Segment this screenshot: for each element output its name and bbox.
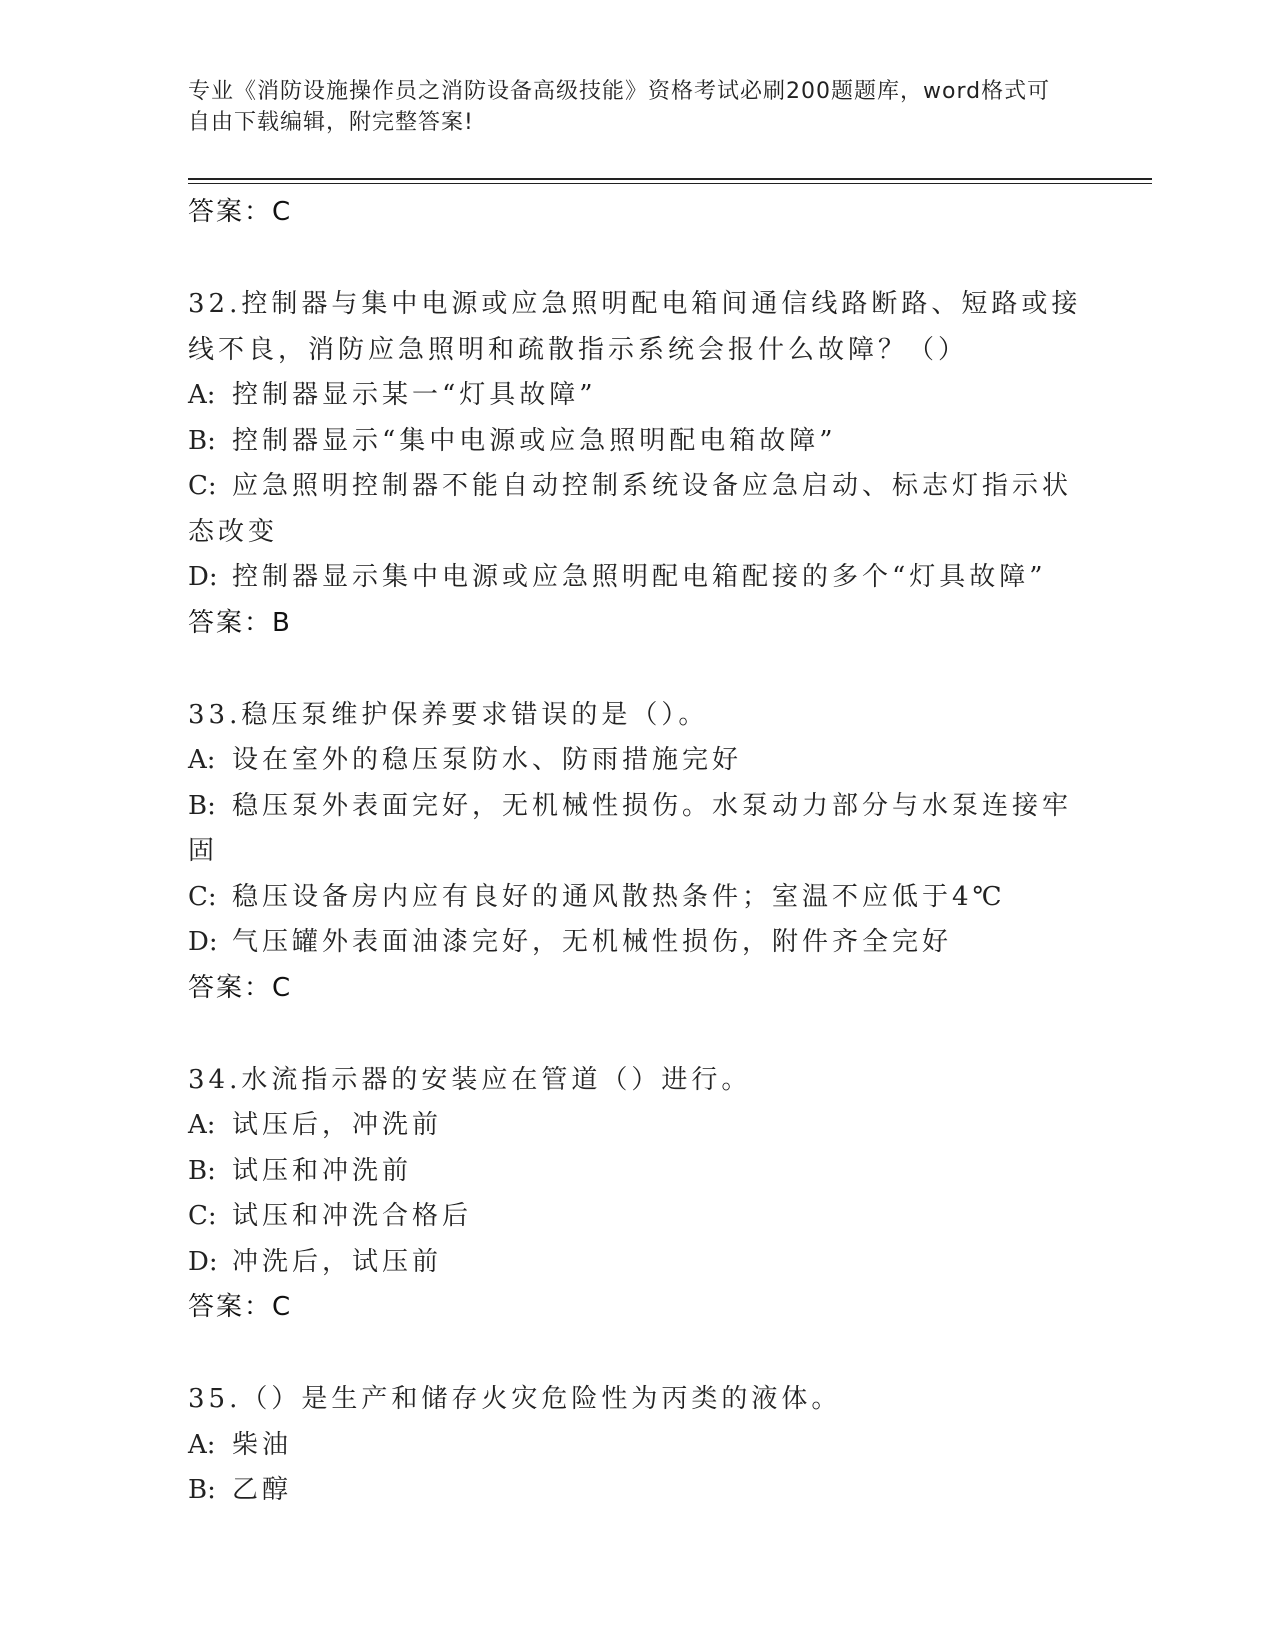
option-a [188,1423,1088,1469]
question-stem: 33.稳压泵维护保养要求错误的是（）。 [188,699,709,730]
option-c [188,875,1088,921]
option-text: 试压后，冲洗前 [232,1110,443,1140]
option-text: 控制器显示“集中电源或应急照明配电箱故障” [232,425,837,456]
question-answer: 答案：C [188,1292,293,1322]
previous-question-answer: 答案：C [188,197,293,227]
option-label: A: [188,1429,216,1460]
option-label: D: [188,562,218,592]
option-text: 稳压泵外表面完好，无机械性损伤。水泵动力部分与水泵连接牢固 [188,790,1073,866]
option-text: 乙醇 [232,1475,293,1505]
option-label: B: [188,1155,216,1186]
option-a [188,1103,1088,1149]
option-a [188,373,1088,419]
option-label: D: [188,927,218,957]
option-label: A: [188,1110,216,1140]
option-b [188,1468,1088,1514]
option-text: 试压和冲洗前 [232,1155,413,1186]
option-b [188,1149,1088,1195]
option-text: 气压罐外表面油漆完好，无机械性损伤，附件齐全完好 [232,927,953,957]
question-stem: 34.水流指示器的安装应在管道（）进行。 [188,1064,752,1095]
question-34 [188,1058,1088,1330]
option-text: 控制器显示某一“灯具故障” [232,380,597,410]
option-c [188,464,1088,555]
option-d [188,1240,1088,1286]
option-label: B: [188,1475,216,1505]
option-text: 设在室外的稳压泵防水、防雨措施完好 [232,745,743,775]
header-divider-thin [188,183,1152,184]
header-divider [188,178,1152,180]
option-c [188,1194,1088,1240]
option-b [188,784,1088,875]
option-label: A: [188,745,216,775]
option-label: C: [188,881,217,912]
document-body [188,190,1088,1514]
question-stem: 32.控制器与集中电源或应急照明配电箱间通信线路断路、短路或接线不良，消防应急照明和疏散指示系统会报什么故障？（） [188,289,1082,365]
option-text: 稳压设备房内应有良好的通风散热条件；室温不应低于4℃ [232,881,1006,912]
option-b [188,419,1088,465]
question-stem: 35.（）是生产和储存火灾危险性为丙类的液体。 [188,1384,842,1414]
question-answer: 答案：C [188,972,293,1003]
option-text: 试压和冲洗合格后 [232,1201,473,1231]
option-d [188,920,1088,966]
option-label: A: [188,380,216,410]
option-label: B: [188,425,216,456]
question-35 [188,1377,1088,1514]
question-33 [188,693,1088,1010]
option-a [188,738,1088,784]
option-label: B: [188,790,216,821]
option-text: 冲洗后，试压前 [232,1246,443,1277]
option-label: D: [188,1246,218,1277]
page-header: 专业《消防设施操作员之消防设备高级技能》资格考试必刷200题题库，word格式可自由下载编辑，附完整答案! [188,79,1051,135]
question-32 [188,282,1088,645]
option-text: 柴油 [232,1429,293,1460]
option-text: 应急照明控制器不能自动控制系统设备应急启动、标志灯指示状态改变 [188,471,1073,547]
option-text: 控制器显示集中电源或应急照明配电箱配接的多个“灯具故障” [232,562,1047,592]
question-answer: 答案：B [188,607,292,638]
option-label: C: [188,471,217,501]
option-d [188,555,1088,601]
option-label: C: [188,1201,217,1231]
